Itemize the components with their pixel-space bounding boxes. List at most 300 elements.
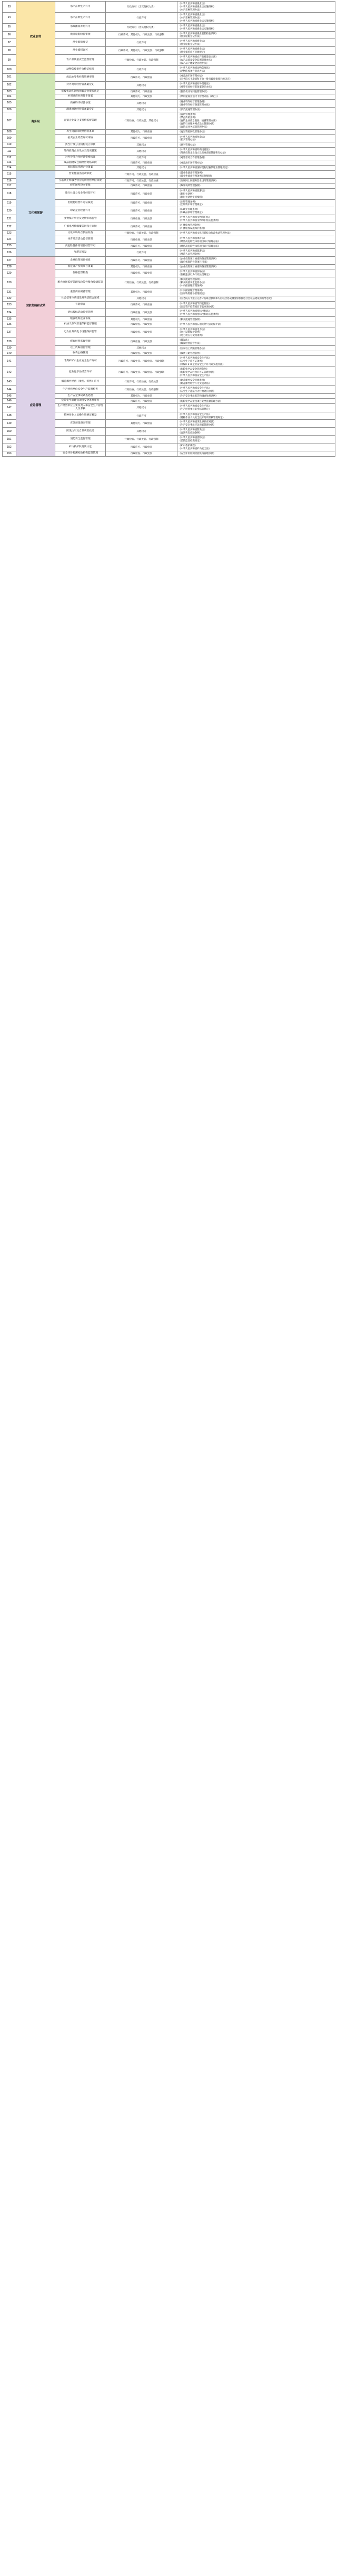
row-number: 95 bbox=[3, 23, 16, 31]
legal-basis-cell bbox=[177, 378, 335, 386]
power-type-cell: 行政检查、行政处罚 bbox=[106, 309, 177, 317]
row-number: 98 bbox=[3, 47, 16, 55]
legal-basis-cell bbox=[177, 155, 335, 160]
legal-basis-cell bbox=[177, 436, 335, 443]
legal-basis-cell bbox=[177, 215, 335, 223]
row-number: 111 bbox=[3, 147, 16, 155]
item-name-cell: 动物防疫条件合格证核发 bbox=[55, 65, 106, 73]
legal-basis-line: 《电力供应与使用条例》 bbox=[179, 334, 204, 337]
item-name-cell: 出版物经营许可证核发 bbox=[55, 199, 106, 207]
power-type-cell: 其他权力 bbox=[106, 81, 177, 89]
legal-basis-line: 《中华人民共和国文物保护法》 bbox=[179, 216, 211, 219]
power-type-cell: 行政检查、行政处罚 bbox=[106, 351, 177, 356]
row-number: 148 bbox=[3, 412, 16, 420]
legal-basis-line: 《收费公路管理条例》 bbox=[179, 352, 202, 355]
row-number: 100 bbox=[3, 65, 16, 73]
legal-basis-line: 《水产苗种管理办法》 bbox=[179, 16, 202, 19]
power-type-cell: 行政许可、行政检查 bbox=[106, 443, 177, 451]
power-type-cell: 行政许可、行政处罚、行政检查 bbox=[106, 170, 177, 178]
row-number: 124 bbox=[3, 236, 16, 244]
legal-basis-line: 《渔业捕捞许可管理规定》 bbox=[179, 51, 206, 54]
row-number: 140 bbox=[3, 351, 16, 356]
item-name-cell: 水产苗种生产许可 bbox=[55, 12, 106, 23]
power-type-cell: 其他权力、行政检查 bbox=[106, 264, 177, 269]
legal-basis-line: 《旅行社条例》 bbox=[179, 192, 195, 195]
power-type-cell: 行政许可、行政处罚、行政检查、行政强制 bbox=[106, 356, 177, 367]
legal-basis-cell bbox=[177, 12, 335, 23]
power-type-cell: 其他权力 bbox=[106, 99, 177, 107]
power-type-cell: 其他权力、行政检查 bbox=[106, 129, 177, 134]
power-type-cell: 行政许可、行政检查 bbox=[106, 160, 177, 166]
legal-basis-line: 《中华人民共和国安全生产法》 bbox=[179, 386, 211, 389]
legal-basis-cell bbox=[177, 231, 335, 236]
row-number: 132 bbox=[3, 296, 16, 301]
row-number: 139 bbox=[3, 346, 16, 351]
row-number: 150 bbox=[3, 428, 16, 436]
legal-basis-line: 《生产经营单位安全培训规定》 bbox=[179, 408, 211, 411]
item-name-cell: 企业投资项目核准 bbox=[55, 256, 106, 264]
legal-basis-line: 《生产安全事故应急预案管理办法》 bbox=[179, 423, 216, 427]
legal-basis-line: 《烟花爆竹经营许可实施办法》 bbox=[179, 381, 211, 384]
row-number: 153 bbox=[3, 451, 16, 456]
item-name-cell: 重要商品储备管理 bbox=[55, 288, 106, 296]
legal-basis-cell bbox=[177, 399, 335, 404]
power-type-cell: 行政许可、行政检查 bbox=[106, 134, 177, 142]
department-cell: 农业农村 bbox=[16, 2, 55, 74]
legal-basis-line: 《中华人民共和国电力法》 bbox=[179, 327, 206, 331]
power-type-cell: 行政检查、行政处罚、行政强制 bbox=[106, 277, 177, 288]
权力清单表格容器 bbox=[0, 0, 337, 461]
legal-basis-line: 《国务院关于取消和下放一批行政审批项目的决定》 bbox=[179, 77, 232, 80]
表格主体 bbox=[3, 2, 335, 457]
legal-basis-line: 《渔业船舶登记办法》 bbox=[179, 35, 202, 38]
item-name-cell: 石油天然气管道保护监督管理 bbox=[55, 322, 106, 327]
legal-basis-line: 《中华人民共和国节约能源法》 bbox=[179, 302, 211, 305]
legal-basis-cell bbox=[177, 367, 335, 378]
legal-basis-line: 《直销管理条例》 bbox=[179, 113, 197, 116]
legal-basis-cell bbox=[177, 178, 335, 184]
item-name-cell: 广播电视传输覆盖网设立审批 bbox=[55, 223, 106, 231]
legal-basis-cell bbox=[177, 244, 335, 249]
legal-basis-cell bbox=[177, 309, 335, 317]
legal-basis-line: 《中华人民共和国渔业法》 bbox=[179, 24, 206, 27]
item-name-cell: 水产苗种生产许可 bbox=[55, 2, 106, 13]
legal-basis-cell bbox=[177, 236, 335, 244]
row-number: 147 bbox=[3, 403, 16, 412]
item-name-cell: 收费公路管理 bbox=[55, 351, 106, 356]
legal-basis-line: 《外商投资企业设立及变更备案管理暂行办法》 bbox=[179, 151, 227, 154]
legal-basis-cell bbox=[177, 428, 335, 436]
legal-basis-line: 《对外劳务合作管理条例》 bbox=[179, 156, 206, 159]
department-cell: 国家发展和改革 bbox=[16, 256, 55, 355]
legal-basis-line: 《成品油市场管理办法》 bbox=[179, 74, 204, 77]
power-type-cell: 其他权力、行政处罚 bbox=[106, 393, 177, 399]
power-type-cell: 行政许可、行政检查 bbox=[106, 256, 177, 264]
item-name-cell: 对外贸易经营者备案登记 bbox=[55, 81, 106, 89]
item-name-cell: 再生资源回收经营者备案 bbox=[55, 129, 106, 134]
row-number: 138 bbox=[3, 338, 16, 346]
item-name-cell: 互联网上网服务营业场所经营单位审批 bbox=[55, 178, 106, 184]
item-name-cell: 生产经营单位主要负责人和安全生产管理人员考核 bbox=[55, 403, 106, 412]
权力事项清单表 bbox=[2, 1, 335, 457]
item-name-cell: 煤炭经营监督管理 bbox=[55, 338, 106, 346]
power-type-cell: 行政检查、行政处罚 bbox=[106, 215, 177, 223]
legal-basis-cell bbox=[177, 142, 335, 148]
legal-basis-cell bbox=[177, 170, 335, 178]
row-number: 130 bbox=[3, 277, 16, 288]
row-number: 152 bbox=[3, 443, 16, 451]
legal-basis-cell bbox=[177, 443, 335, 451]
legal-basis-line: 《中华人民共和国拍卖法》 bbox=[179, 135, 206, 138]
item-name-cell: 拍卖企业经营许可审核 bbox=[55, 134, 106, 142]
power-type-cell: 行政许可（含其他权力类） bbox=[106, 23, 177, 31]
item-name-cell: 单用途商业预付卡备案 bbox=[55, 94, 106, 100]
legal-basis-line: 《中华人民共和国防洪法》 bbox=[179, 428, 206, 431]
row-number: 97 bbox=[3, 39, 16, 47]
legal-basis-line: 《中华人民共和国安全生产法》 bbox=[179, 404, 211, 408]
power-type-cell: 行政许可、行政检查、行政处罚 bbox=[106, 378, 177, 386]
power-type-cell: 行政许可、行政处罚、行政检查、行政强制 bbox=[106, 367, 177, 378]
table-row bbox=[3, 356, 335, 367]
item-name-cell: 农产品质量安全监督管理 bbox=[55, 55, 106, 66]
item-name-cell: 渔业船舶登记 bbox=[55, 39, 106, 47]
power-type-cell: 行政许可、行政检查 bbox=[106, 301, 177, 309]
item-name-cell: 酒类流通经营者备案登记 bbox=[55, 107, 106, 112]
item-name-cell: 外商投资企业设立及变更备案 bbox=[55, 147, 106, 155]
legal-basis-line: 《生产安全事故报告和调查处理条例》 bbox=[179, 394, 218, 398]
legal-basis-line: 《经营高危险性体育项目许可管理办法》 bbox=[179, 244, 221, 247]
legal-basis-line: 《经营高危险性体育项目许可管理办法》 bbox=[179, 239, 221, 243]
legal-basis-line: 《广播电视管理条例》 bbox=[179, 224, 202, 227]
row-number: 151 bbox=[3, 436, 16, 443]
item-name-cell: 固定资产投资项目备案 bbox=[55, 264, 106, 269]
legal-basis-line: 《企业投资项目核准和备案管理条例》 bbox=[179, 265, 218, 268]
item-name-cell: 电力业务及电力设施保护监管 bbox=[55, 327, 106, 338]
item-name-cell: 以工代赈项目管理 bbox=[55, 346, 106, 351]
power-type-cell: 行政许可、行政检查 bbox=[106, 184, 177, 189]
legal-basis-line: 《非煤矿矿山企业安全生产许可证实施办法》 bbox=[179, 363, 225, 366]
power-type-cell: 行政许可、行政检查 bbox=[106, 399, 177, 404]
item-name-cell: 渔业船舶检验审批 bbox=[55, 31, 106, 39]
legal-basis-line: 《中华人民共和国文物保护法实施条例》 bbox=[179, 219, 221, 222]
legal-basis-cell bbox=[177, 89, 335, 94]
legal-basis-line: 《中华人民共和国安全生产法》 bbox=[179, 412, 211, 416]
legal-basis-line: 《中华人民共和国招标投标法实施条例》 bbox=[179, 313, 221, 316]
row-number: 133 bbox=[3, 301, 16, 309]
power-type-cell: 其他权力 bbox=[106, 166, 177, 171]
legal-basis-line: 《中华人民共和国渔业法》 bbox=[179, 13, 206, 16]
power-type-cell: 其他权力、行政检查 bbox=[106, 420, 177, 428]
legal-basis-cell bbox=[177, 23, 335, 31]
power-type-cell: 行政许可、行政处罚 bbox=[106, 188, 177, 199]
row-number: 99 bbox=[3, 55, 16, 66]
power-type-cell: 行政检查、行政处罚 bbox=[106, 327, 177, 338]
legal-basis-line: 《中华人民共和国石油天然气管道保护法》 bbox=[179, 323, 223, 326]
item-name-cell: 危险化学品经营许可 bbox=[55, 367, 106, 378]
legal-basis-line: 《粮食流通管理条例》 bbox=[179, 278, 202, 281]
legal-basis-cell bbox=[177, 288, 335, 296]
legal-basis-cell bbox=[177, 385, 335, 393]
legal-basis-line: 《直销企业信息报备、披露管理办法》 bbox=[179, 119, 218, 122]
legal-basis-line: 《营业性演出管理条例》 bbox=[179, 171, 204, 174]
legal-basis-line: 《中华人民共和国对外贸易法》 bbox=[179, 82, 211, 85]
power-type-cell: 其他权力 bbox=[106, 296, 177, 301]
power-type-cell: 其他权力 bbox=[106, 142, 177, 148]
legal-basis-cell bbox=[177, 147, 335, 155]
row-number: 122 bbox=[3, 223, 16, 231]
item-name-cell: 特种作业人员操作资格证核发 bbox=[55, 412, 106, 420]
row-number: 136 bbox=[3, 322, 16, 327]
legal-basis-cell bbox=[177, 207, 335, 215]
power-type-cell: 行政检查、行政处罚 bbox=[106, 269, 177, 277]
power-type-cell: 其他权力 bbox=[106, 403, 177, 412]
legal-basis-cell bbox=[177, 451, 335, 456]
power-type-cell: 行政许可、其他权力、行政处罚、行政强制 bbox=[106, 31, 177, 39]
legal-basis-line: 《中华人民共和国国际货物运输代理业管理规定》 bbox=[179, 166, 230, 169]
item-name-cell: 旅行社设立及业务经营许可 bbox=[55, 188, 106, 199]
legal-basis-cell bbox=[177, 112, 335, 130]
legal-basis-line: 《直销行业服务网点设立管理办法》 bbox=[179, 122, 216, 126]
row-number: 94 bbox=[3, 12, 16, 23]
legal-basis-cell bbox=[177, 296, 335, 301]
item-name-cell: 生产经营单位安全生产监督检查 bbox=[55, 385, 106, 393]
legal-basis-cell bbox=[177, 338, 335, 346]
legal-basis-cell bbox=[177, 223, 335, 231]
legal-basis-line: 《单用途商业预付卡管理办法（试行）》 bbox=[179, 95, 219, 98]
legal-basis-line: 《中央储备粮管理条例》 bbox=[179, 289, 204, 292]
row-number: 113 bbox=[3, 160, 16, 166]
legal-basis-cell bbox=[177, 65, 335, 73]
power-type-cell: 行政许可、行政检查 bbox=[106, 207, 177, 215]
legal-basis-line: 《烟花爆竹安全管理条例》 bbox=[179, 379, 206, 381]
legal-basis-line: 《直销员业务培训管理办法》 bbox=[179, 125, 209, 128]
row-number: 103 bbox=[3, 89, 16, 94]
table-row bbox=[3, 2, 335, 13]
legal-basis-cell bbox=[177, 55, 335, 66]
power-type-cell: 行政许可 bbox=[106, 412, 177, 420]
row-number: 114 bbox=[3, 166, 16, 171]
legal-basis-line: 《中华人民共和国渔业法》 bbox=[179, 40, 206, 43]
item-name-cell: 导游证核发 bbox=[55, 249, 106, 257]
row-number: 108 bbox=[3, 129, 16, 134]
legal-basis-cell bbox=[177, 403, 335, 412]
legal-basis-line: 《商业特许经营管理条例》 bbox=[179, 100, 206, 103]
item-name-cell: 对外劳务合作经营资格核准 bbox=[55, 155, 106, 160]
power-type-cell: 行政许可 bbox=[106, 39, 177, 47]
power-type-cell: 行政许可、行政处罚、行政检查 bbox=[106, 178, 177, 184]
legal-basis-cell bbox=[177, 134, 335, 142]
power-type-cell: 行政检查、行政处罚、行政强制 bbox=[106, 231, 177, 236]
legal-basis-cell bbox=[177, 264, 335, 269]
legal-basis-line: 《安全生产违法行为行政处罚办法》 bbox=[179, 389, 216, 392]
row-number: 115 bbox=[3, 170, 16, 178]
item-name-cell: 渔业捕捞许可 bbox=[55, 47, 106, 55]
power-type-cell: 其他权力 bbox=[106, 346, 177, 351]
power-type-cell: 其他权力、行政检查 bbox=[106, 288, 177, 296]
legal-basis-cell bbox=[177, 160, 335, 166]
row-number: 120 bbox=[3, 207, 16, 215]
item-name-cell: 直销企业及分支机构监督管理 bbox=[55, 112, 106, 130]
power-type-cell: 行政许可、行政检查 bbox=[106, 89, 177, 94]
power-type-cell: 行政许可、行政检查 bbox=[106, 244, 177, 249]
item-name-cell: 成品油批发仓储经营资格审批 bbox=[55, 160, 106, 166]
legal-basis-cell bbox=[177, 322, 335, 327]
legal-basis-line: 《自然灾害救助条例》 bbox=[179, 431, 202, 435]
item-name-cell: 水域滩涂养殖许可 bbox=[55, 23, 106, 31]
row-number: 101 bbox=[3, 73, 16, 81]
legal-basis-line: 《中华人民共和国价格法》 bbox=[179, 270, 206, 273]
legal-basis-line: 《国家物资储备管理规定》 bbox=[179, 292, 206, 295]
legal-basis-line: 《中央储备粮管理条例》 bbox=[179, 284, 204, 287]
legal-basis-line: 《再生资源回收管理办法》 bbox=[179, 130, 206, 133]
row-number: 131 bbox=[3, 288, 16, 296]
legal-basis-cell bbox=[177, 47, 335, 55]
legal-basis-line: 《价格违法行为行政处罚规定》 bbox=[179, 273, 211, 276]
power-type-cell: 行政许可 bbox=[106, 155, 177, 160]
legal-basis-line: 《中华人民共和国渔业法》 bbox=[179, 2, 206, 5]
power-type-cell: 其他权力 bbox=[106, 107, 177, 112]
power-type-cell: 行政检查、行政处罚、行政强制 bbox=[106, 436, 177, 443]
legal-basis-cell bbox=[177, 412, 335, 420]
legal-basis-line: 《中华人民共和国旅游法》 bbox=[179, 189, 206, 192]
power-type-cell: 行政许可 bbox=[106, 249, 177, 257]
item-name-cell: 报废机动车回收拆解企业资质认定 bbox=[55, 89, 106, 94]
legal-basis-line: 《中华人民共和国突发事件应对法》 bbox=[179, 420, 216, 423]
row-number: 144 bbox=[3, 385, 16, 393]
legal-basis-line: 《娱乐场所管理条例》 bbox=[179, 184, 202, 187]
legal-basis-line: 《煤炭法》 bbox=[179, 339, 190, 342]
power-type-cell: 行政检查、行政处罚、行政强制 bbox=[106, 385, 177, 393]
legal-basis-cell bbox=[177, 327, 335, 338]
row-number: 127 bbox=[3, 256, 16, 264]
row-number: 134 bbox=[3, 309, 16, 317]
legal-basis-line: 《中华人民共和国动物防疫法》 bbox=[179, 66, 211, 69]
row-number: 104 bbox=[3, 94, 16, 100]
legal-basis-cell bbox=[177, 2, 335, 13]
legal-basis-line: 《中华人民共和国外商投资法》 bbox=[179, 148, 211, 151]
row-number: 145 bbox=[3, 393, 16, 399]
legal-basis-line: 《中华人民共和国招标投标法》 bbox=[179, 310, 211, 313]
legal-basis-cell bbox=[177, 356, 335, 367]
item-name-cell: 粮食流通监督管理及政策性粮食收储监管 bbox=[55, 277, 106, 288]
legal-basis-line: 《商业特许经营备案管理办法》 bbox=[179, 103, 211, 106]
legal-basis-line: 《中华人民共和国安全生产法》 bbox=[179, 374, 211, 377]
item-name-cell: 典当行及分支机构设立审批 bbox=[55, 142, 106, 148]
item-name-cell: 社会信用体系建设及失信联合惩戒 bbox=[55, 296, 106, 301]
legal-basis-line: 《农产品质量安全监测管理办法》 bbox=[179, 59, 213, 62]
row-number: 93 bbox=[3, 2, 16, 13]
power-type-cell: 行政许可、行政检查 bbox=[106, 73, 177, 81]
power-type-cell: 行政检查、行政处罚 bbox=[106, 451, 177, 456]
row-number: 107 bbox=[3, 112, 16, 130]
legal-basis-cell bbox=[177, 351, 335, 356]
legal-basis-cell bbox=[177, 73, 335, 81]
legal-basis-line: 《旅行社条例实施细则》 bbox=[179, 195, 204, 198]
row-number: 141 bbox=[3, 356, 16, 367]
legal-basis-line: 《中华人民共和国农产品质量安全法》 bbox=[179, 55, 218, 59]
power-type-cell: 行政许可（含其他权力类） bbox=[106, 2, 177, 13]
legal-basis-cell bbox=[177, 269, 335, 277]
legal-basis-cell bbox=[177, 249, 335, 257]
row-number: 106 bbox=[3, 107, 16, 112]
legal-basis-cell bbox=[177, 184, 335, 189]
legal-basis-line: 《典当管理办法》 bbox=[179, 143, 197, 146]
row-number: 109 bbox=[3, 134, 16, 142]
power-type-cell: 其他权力 bbox=[106, 428, 177, 436]
legal-basis-cell bbox=[177, 346, 335, 351]
item-name-cell: 烟花爆竹经营（批发、零售）许可 bbox=[55, 378, 106, 386]
item-name-cell: 安全评价检测检验机构监督管理 bbox=[55, 451, 106, 456]
department-cell: 商务局 bbox=[16, 73, 55, 170]
legal-basis-cell bbox=[177, 317, 335, 322]
row-number: 146 bbox=[3, 399, 16, 404]
row-number: 125 bbox=[3, 244, 16, 249]
item-name-cell: 生产安全事故调查处理 bbox=[55, 393, 106, 399]
row-number: 129 bbox=[3, 269, 16, 277]
legal-basis-line: 《矿山救护规程》 bbox=[179, 444, 197, 447]
legal-basis-line: 《水产苗种管理办法》 bbox=[179, 8, 202, 11]
power-type-cell: 行政检查、行政处罚 bbox=[106, 236, 177, 244]
row-number: 96 bbox=[3, 31, 16, 39]
legal-basis-line: 《中华人民共和国矿山安全法》 bbox=[179, 447, 211, 450]
legal-basis-line: 《中华人民共和国渔业法实施细则》 bbox=[179, 19, 216, 22]
legal-basis-line: 《农产品产地安全管理办法》 bbox=[179, 62, 209, 64]
table-row bbox=[3, 256, 335, 264]
power-type-cell: 行政许可、行政检查 bbox=[106, 199, 177, 207]
department-cell: 文化和旅游 bbox=[16, 170, 55, 256]
power-type-cell: 其他权力 bbox=[106, 147, 177, 155]
legal-basis-line: 《广播电视设施保护条例》 bbox=[179, 227, 206, 230]
legal-basis-line: 《国家以工代赈管理办法》 bbox=[179, 346, 206, 350]
item-name-cell: 非煤矿矿山企业安全生产许可 bbox=[55, 356, 106, 367]
power-type-cell: 行政检查、行政处罚、行政强制 bbox=[106, 55, 177, 66]
legal-basis-line: 《报废机动车回收管理办法》 bbox=[179, 90, 209, 93]
item-name-cell: 节能审查 bbox=[55, 301, 106, 309]
item-name-cell: 娱乐场所设立审批 bbox=[55, 184, 106, 189]
legal-basis-cell bbox=[177, 94, 335, 100]
department-cell: 应急管理 bbox=[16, 356, 55, 456]
legal-basis-line: 《危险化学品建设项目安全监督管理办法》 bbox=[179, 399, 223, 402]
legal-basis-cell bbox=[177, 256, 335, 264]
legal-basis-cell bbox=[177, 166, 335, 171]
legal-basis-line: 《企业投资项目核准和备案管理条例》 bbox=[179, 257, 218, 260]
legal-basis-line: 《对外贸易经营者备案登记办法》 bbox=[179, 85, 213, 88]
item-name-cell: 应急预案备案管理 bbox=[55, 420, 106, 428]
legal-basis-line: 《印刷品承印管理规定》 bbox=[179, 211, 204, 214]
row-number: 128 bbox=[3, 264, 16, 269]
legal-basis-cell bbox=[177, 199, 335, 207]
legal-basis-cell bbox=[177, 107, 335, 112]
legal-basis-cell bbox=[177, 31, 335, 39]
power-type-cell: 行政检查、行政处罚 bbox=[106, 338, 177, 346]
item-name-cell: 体育经营活动监督管理 bbox=[55, 236, 106, 244]
power-type-cell: 行政许可、行政检查 bbox=[106, 223, 177, 231]
legal-basis-line: 《消防监督检查规定》 bbox=[179, 439, 202, 442]
power-type-cell: 行政检查、行政处罚、其他权力 bbox=[106, 112, 177, 130]
power-type-cell: 行政许可 bbox=[106, 65, 177, 73]
power-type-cell: 其他权力、行政检查 bbox=[106, 317, 177, 322]
row-number: 135 bbox=[3, 317, 16, 322]
row-number: 116 bbox=[3, 178, 16, 184]
legal-basis-line: 《煤炭经营监管办法》 bbox=[179, 342, 202, 345]
legal-basis-cell bbox=[177, 99, 335, 107]
legal-basis-cell bbox=[177, 39, 335, 47]
power-type-cell: 行政许可 bbox=[106, 12, 177, 23]
item-name-cell: 防汛抗旱及自然灾害救助 bbox=[55, 428, 106, 436]
legal-basis-line: 《安全评价检测检验机构管理办法》 bbox=[179, 452, 216, 455]
legal-basis-cell bbox=[177, 188, 335, 199]
legal-basis-line: 《中华人民共和国渔业法实施细则》 bbox=[179, 5, 216, 8]
